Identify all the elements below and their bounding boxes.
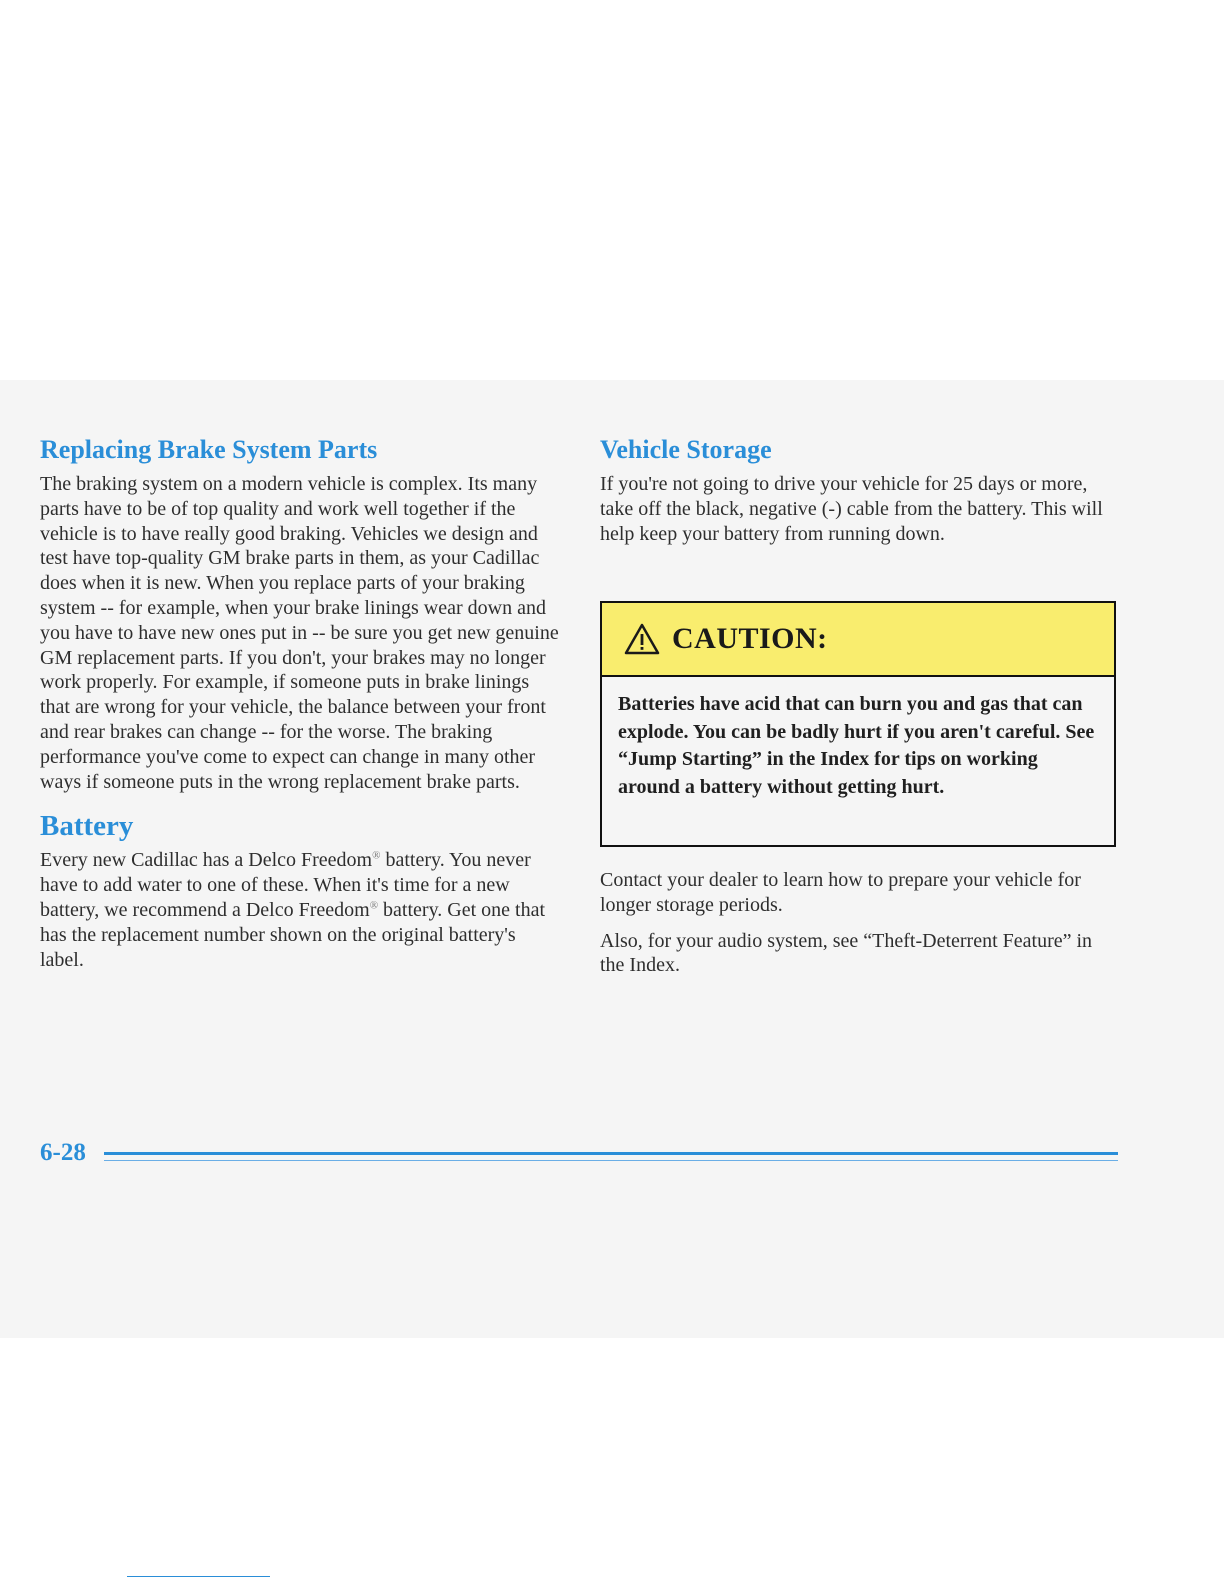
audio-system-paragraph: Also, for your audio system, see “Theft-Deterrent Feature” in the Index. (600, 929, 1093, 977)
battery-section-heading: Battery (40, 810, 134, 843)
caution-body-text: Batteries have acid that can burn you and gas that can explode. You can be badly hurt if you aren't careful. See “Jump Starting” in the Index for tips on working around a battery without getting hurt. (618, 693, 1095, 798)
caution-box (600, 601, 1116, 847)
caution-title: CAUTION: (672, 622, 828, 655)
registered-mark-2: ® (369, 899, 379, 912)
storage-followup-text (600, 868, 1120, 978)
brake-section-heading: Replacing Brake System Parts (40, 435, 378, 464)
battery-text-part-2: battery. You never have to add water to one of these. When it's time for a new battery, we recommend a Delco Freedom (40, 849, 531, 921)
battery-section-paragraph (40, 848, 560, 972)
left-column (40, 428, 560, 972)
page-number: 6-28 (40, 1139, 86, 1166)
footer-rule-thick (104, 1152, 1118, 1155)
caution-header (602, 603, 1114, 677)
brake-section-paragraph: The braking system on a modern vehicle is complex. Its many parts have to be of top quality and work well together if the vehicle is to have really good braking. Vehicles we design and test have top-quality GM brake parts in them, as your Cadillac does when it is new. When you replace parts of your braking system -- for example, when your brake linings wear down and you have to have new ones put in -- be sure you get new genuine GM replacement parts. If you don't, your brakes may no longer work properly. For example, if someone puts in brake linings that are wrong for your vehicle, the balance between your front and rear brakes can change -- for the worse. The braking performance you've come to expect can change in many other ways if someone puts in the wrong replacement brake parts. (40, 473, 559, 793)
bottom-edge-rule (127, 1576, 270, 1577)
right-column (600, 428, 1120, 546)
vehicle-storage-heading: Vehicle Storage (600, 435, 772, 464)
dealer-paragraph: Contact your dealer to learn how to prepare your vehicle for longer storage periods. (600, 869, 1081, 916)
footer-rule-thin (104, 1160, 1118, 1161)
vehicle-storage-paragraph: If you're not going to drive your vehicle for 25 days or more, take off the black, negative (-) cable from the battery. This will help keep your battery from running down. (600, 473, 1103, 545)
warning-triangle-icon (624, 623, 660, 655)
battery-text-part-1: Every new Cadillac has a Delco Freedom (40, 849, 373, 872)
battery-text-part-3: battery. Get one that has the replacement number shown on the original battery's label. (40, 898, 546, 971)
registered-mark-1: ® (372, 849, 381, 862)
